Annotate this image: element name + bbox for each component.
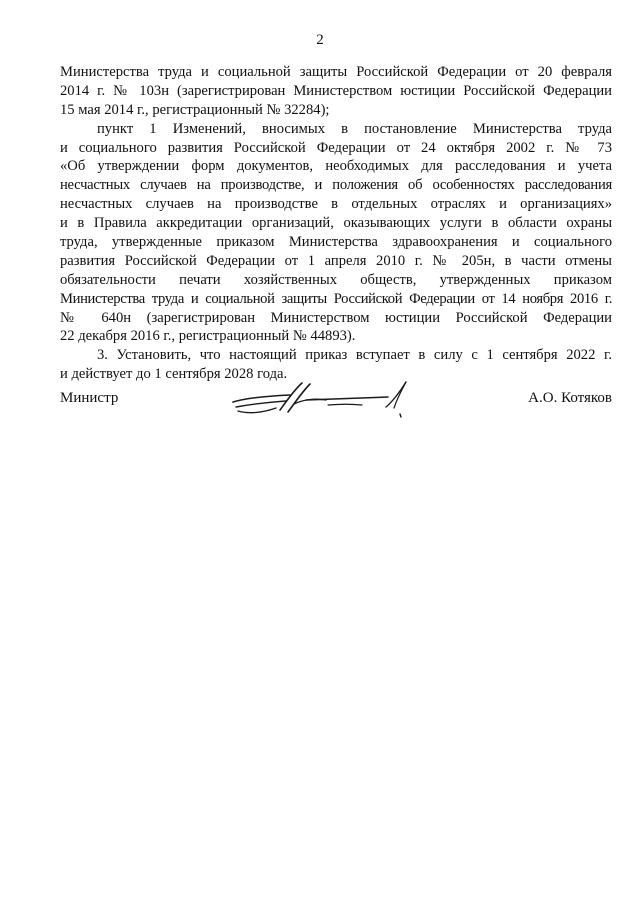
text-line: несчастных случаев на производстве, и положения об особенностях расследования xyxy=(60,177,612,194)
text-line: Министерства труда и социальной защиты Российской Федерации от 20 февраля xyxy=(60,64,612,80)
text-line: и действует до 1 сентября 2028 года. xyxy=(60,366,288,383)
signatory-name: А.О. Котяков xyxy=(528,390,612,406)
page-number: 2 xyxy=(316,32,324,48)
text-line: 3. Установить, что настоящий приказ вступает в силу с 1 сентября 2022 г. xyxy=(97,347,612,364)
text-line: Министерства труда и социальной защиты Российской Федерации от 14 ноября 2016 г. xyxy=(60,290,612,307)
text-line: 22 декабря 2016 г., регистрационный № 44893). xyxy=(60,328,356,345)
document-body xyxy=(60,63,612,384)
text-line: пункт 1 Изменений, вносимых в постановление Министерства труда xyxy=(97,120,612,137)
text-line: труда, утвержденные приказом Министерства здравоохранения и социального xyxy=(60,234,612,251)
signatory-title: Министр xyxy=(60,390,119,406)
text-line: несчастных случаев на производстве в отдельных отраслях и организациях» xyxy=(60,196,612,213)
handwritten-signature xyxy=(228,380,423,420)
text-line: «Об утверждении форм документов, необходимых для расследования и учета xyxy=(60,158,612,175)
text-line: и в Правила аккредитации организаций, оказывающих услуги в области охраны xyxy=(60,215,612,232)
text-line: обязательности печати хозяйственных обществ, утвержденных приказом xyxy=(60,271,612,288)
text-line: и социального развития Российской Федерации от 24 октября 2002 г. № 73 xyxy=(60,139,612,156)
text-line: развития Российской Федерации от 1 апреля 2010 г. № 205н, в части отмены xyxy=(60,252,612,269)
text-line: 2014 г. № 103н (зарегистрирован Министерством юстиции Российской Федерации xyxy=(60,82,612,99)
text-line: № 640н (зарегистрирован Министерством юстиции Российской Федерации xyxy=(60,309,612,326)
signature-block xyxy=(60,380,612,430)
text-line: 15 мая 2014 г., регистрационный № 32284); xyxy=(60,101,330,118)
